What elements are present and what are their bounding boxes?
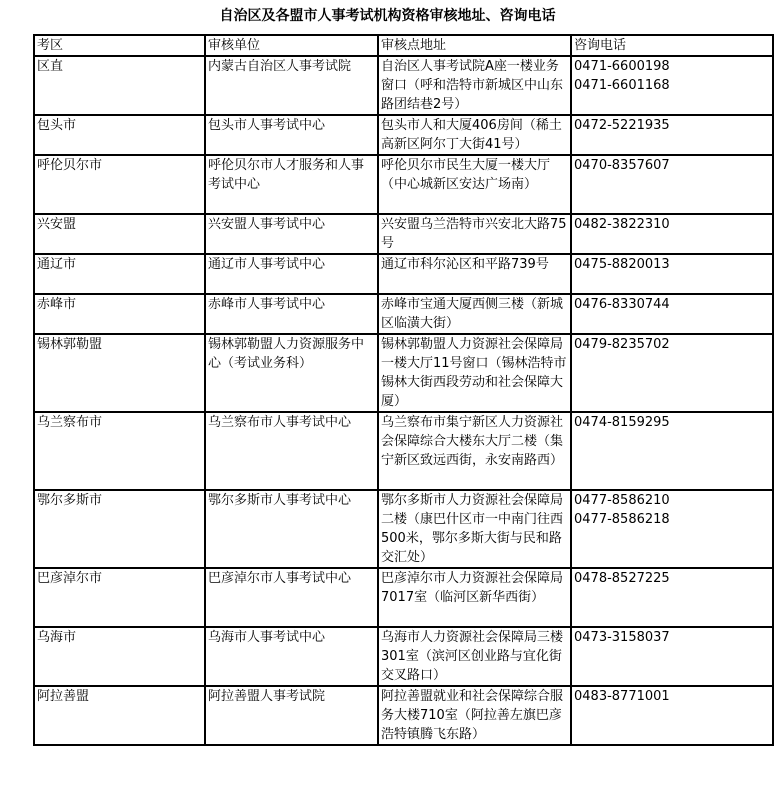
cell-region: 包头市 — [34, 115, 205, 155]
table-row — [34, 155, 773, 214]
cell-phone — [571, 490, 773, 568]
cell-unit: 通辽市人事考试中心 — [205, 254, 378, 294]
cell-region: 锡林郭勒盟 — [34, 334, 205, 412]
cell-address: 锡林郭勒盟人力资源社会保障局一楼大厅11号窗口（锡林浩特市锡林大街西段劳动和社会保障大厦） — [378, 334, 571, 412]
cell-unit: 乌海市人事考试中心 — [205, 627, 378, 686]
cell-region: 通辽市 — [34, 254, 205, 294]
cell-address: 呼伦贝尔市民生大厦一楼大厅（中心城新区安达广场南） — [378, 155, 571, 214]
cell-phone — [571, 294, 773, 334]
cell-phone — [571, 115, 773, 155]
cell-address: 通辽市科尔沁区和平路739号 — [378, 254, 571, 294]
cell-address: 兴安盟乌兰浩特市兴安北大路75号 — [378, 214, 571, 254]
cell-phone — [571, 56, 773, 115]
cell-address: 乌海市人力资源社会保障局三楼301室（滨河区创业路与宜化街交叉路口） — [378, 627, 571, 686]
table-row — [34, 56, 773, 115]
cell-phone — [571, 214, 773, 254]
phone-number: 0478-8527225 — [574, 571, 670, 586]
cell-unit: 阿拉善盟人事考试院 — [205, 686, 378, 745]
cell-region: 兴安盟 — [34, 214, 205, 254]
cell-address: 赤峰市宝通大厦西侧三楼（新城区临潢大街） — [378, 294, 571, 334]
cell-unit: 乌兰察布市人事考试中心 — [205, 412, 378, 490]
cell-phone — [571, 334, 773, 412]
cell-region: 呼伦贝尔市 — [34, 155, 205, 214]
table-row — [34, 490, 773, 568]
cell-region: 乌海市 — [34, 627, 205, 686]
phone-number: 0483-8771001 — [574, 689, 670, 704]
phone-number: 0477-8586210 — [574, 493, 670, 508]
cell-address: 阿拉善盟就业和社会保障综合服务大楼710室（阿拉善左旗巴彦浩特镇腾飞东路） — [378, 686, 571, 745]
phone-number: 0470-8357607 — [574, 158, 670, 173]
table-row — [34, 686, 773, 745]
phone-number: 0471-6600198 — [574, 59, 670, 74]
cell-unit: 兴安盟人事考试中心 — [205, 214, 378, 254]
cell-phone — [571, 412, 773, 490]
cell-phone — [571, 254, 773, 294]
cell-unit: 锡林郭勒盟人力资源服务中心（考试业务科） — [205, 334, 378, 412]
table-header-row — [34, 35, 773, 56]
cell-region: 乌兰察布市 — [34, 412, 205, 490]
cell-unit: 呼伦贝尔市人才服务和人事考试中心 — [205, 155, 378, 214]
table-row — [34, 627, 773, 686]
phone-number: 0475-8820013 — [574, 257, 670, 272]
cell-region: 阿拉善盟 — [34, 686, 205, 745]
phone-number: 0474-8159295 — [574, 415, 670, 430]
cell-address: 自治区人事考试院A座一楼业务窗口（呼和浩特市新城区中山东路团结巷2号） — [378, 56, 571, 115]
cell-region: 赤峰市 — [34, 294, 205, 334]
phone-number: 0477-8586218 — [574, 512, 670, 527]
cell-address: 巴彦淖尔市人力资源社会保障局7017室（临河区新华西街） — [378, 568, 571, 627]
page-title: 自治区及各盟市人事考试机构资格审核地址、咨询电话 — [219, 8, 556, 24]
phone-number: 0482-3822310 — [574, 217, 670, 232]
phone-number: 0476-8330744 — [574, 297, 670, 312]
cell-phone — [571, 627, 773, 686]
cell-region: 鄂尔多斯市 — [34, 490, 205, 568]
phone-number: 0472-5221935 — [574, 118, 670, 133]
header-unit: 审核单位 — [205, 35, 378, 56]
cell-address: 包头市人和大厦406房间（稀土高新区阿尔丁大街41号） — [378, 115, 571, 155]
cell-address: 乌兰察布市集宁新区人力资源社会保障综合大楼东大厅二楼（集宁新区致远西街，永安南路西） — [378, 412, 571, 490]
phone-number: 0471-6601168 — [574, 78, 670, 93]
cell-unit: 鄂尔多斯市人事考试中心 — [205, 490, 378, 568]
phone-number: 0473-3158037 — [574, 630, 670, 645]
cell-region: 巴彦淖尔市 — [34, 568, 205, 627]
cell-phone — [571, 686, 773, 745]
table-row — [34, 254, 773, 294]
header-address: 审核点地址 — [378, 35, 571, 56]
header-phone: 咨询电话 — [571, 35, 773, 56]
cell-unit: 内蒙古自治区人事考试院 — [205, 56, 378, 115]
table-row — [34, 568, 773, 627]
table-row — [34, 334, 773, 412]
cell-unit: 赤峰市人事考试中心 — [205, 294, 378, 334]
table-row — [34, 214, 773, 254]
cell-phone — [571, 155, 773, 214]
cell-address: 鄂尔多斯市人力资源社会保障局二楼（康巴什区市一中南门往西500米，鄂尔多斯大街与民和路交汇处） — [378, 490, 571, 568]
table-row — [34, 412, 773, 490]
cell-phone — [571, 568, 773, 627]
cell-unit: 包头市人事考试中心 — [205, 115, 378, 155]
cell-region: 区直 — [34, 56, 205, 115]
cell-unit: 巴彦淖尔市人事考试中心 — [205, 568, 378, 627]
contact-table — [33, 34, 774, 746]
phone-number: 0479-8235702 — [574, 337, 670, 352]
table-row — [34, 294, 773, 334]
header-region: 考区 — [34, 35, 205, 56]
table-row — [34, 115, 773, 155]
